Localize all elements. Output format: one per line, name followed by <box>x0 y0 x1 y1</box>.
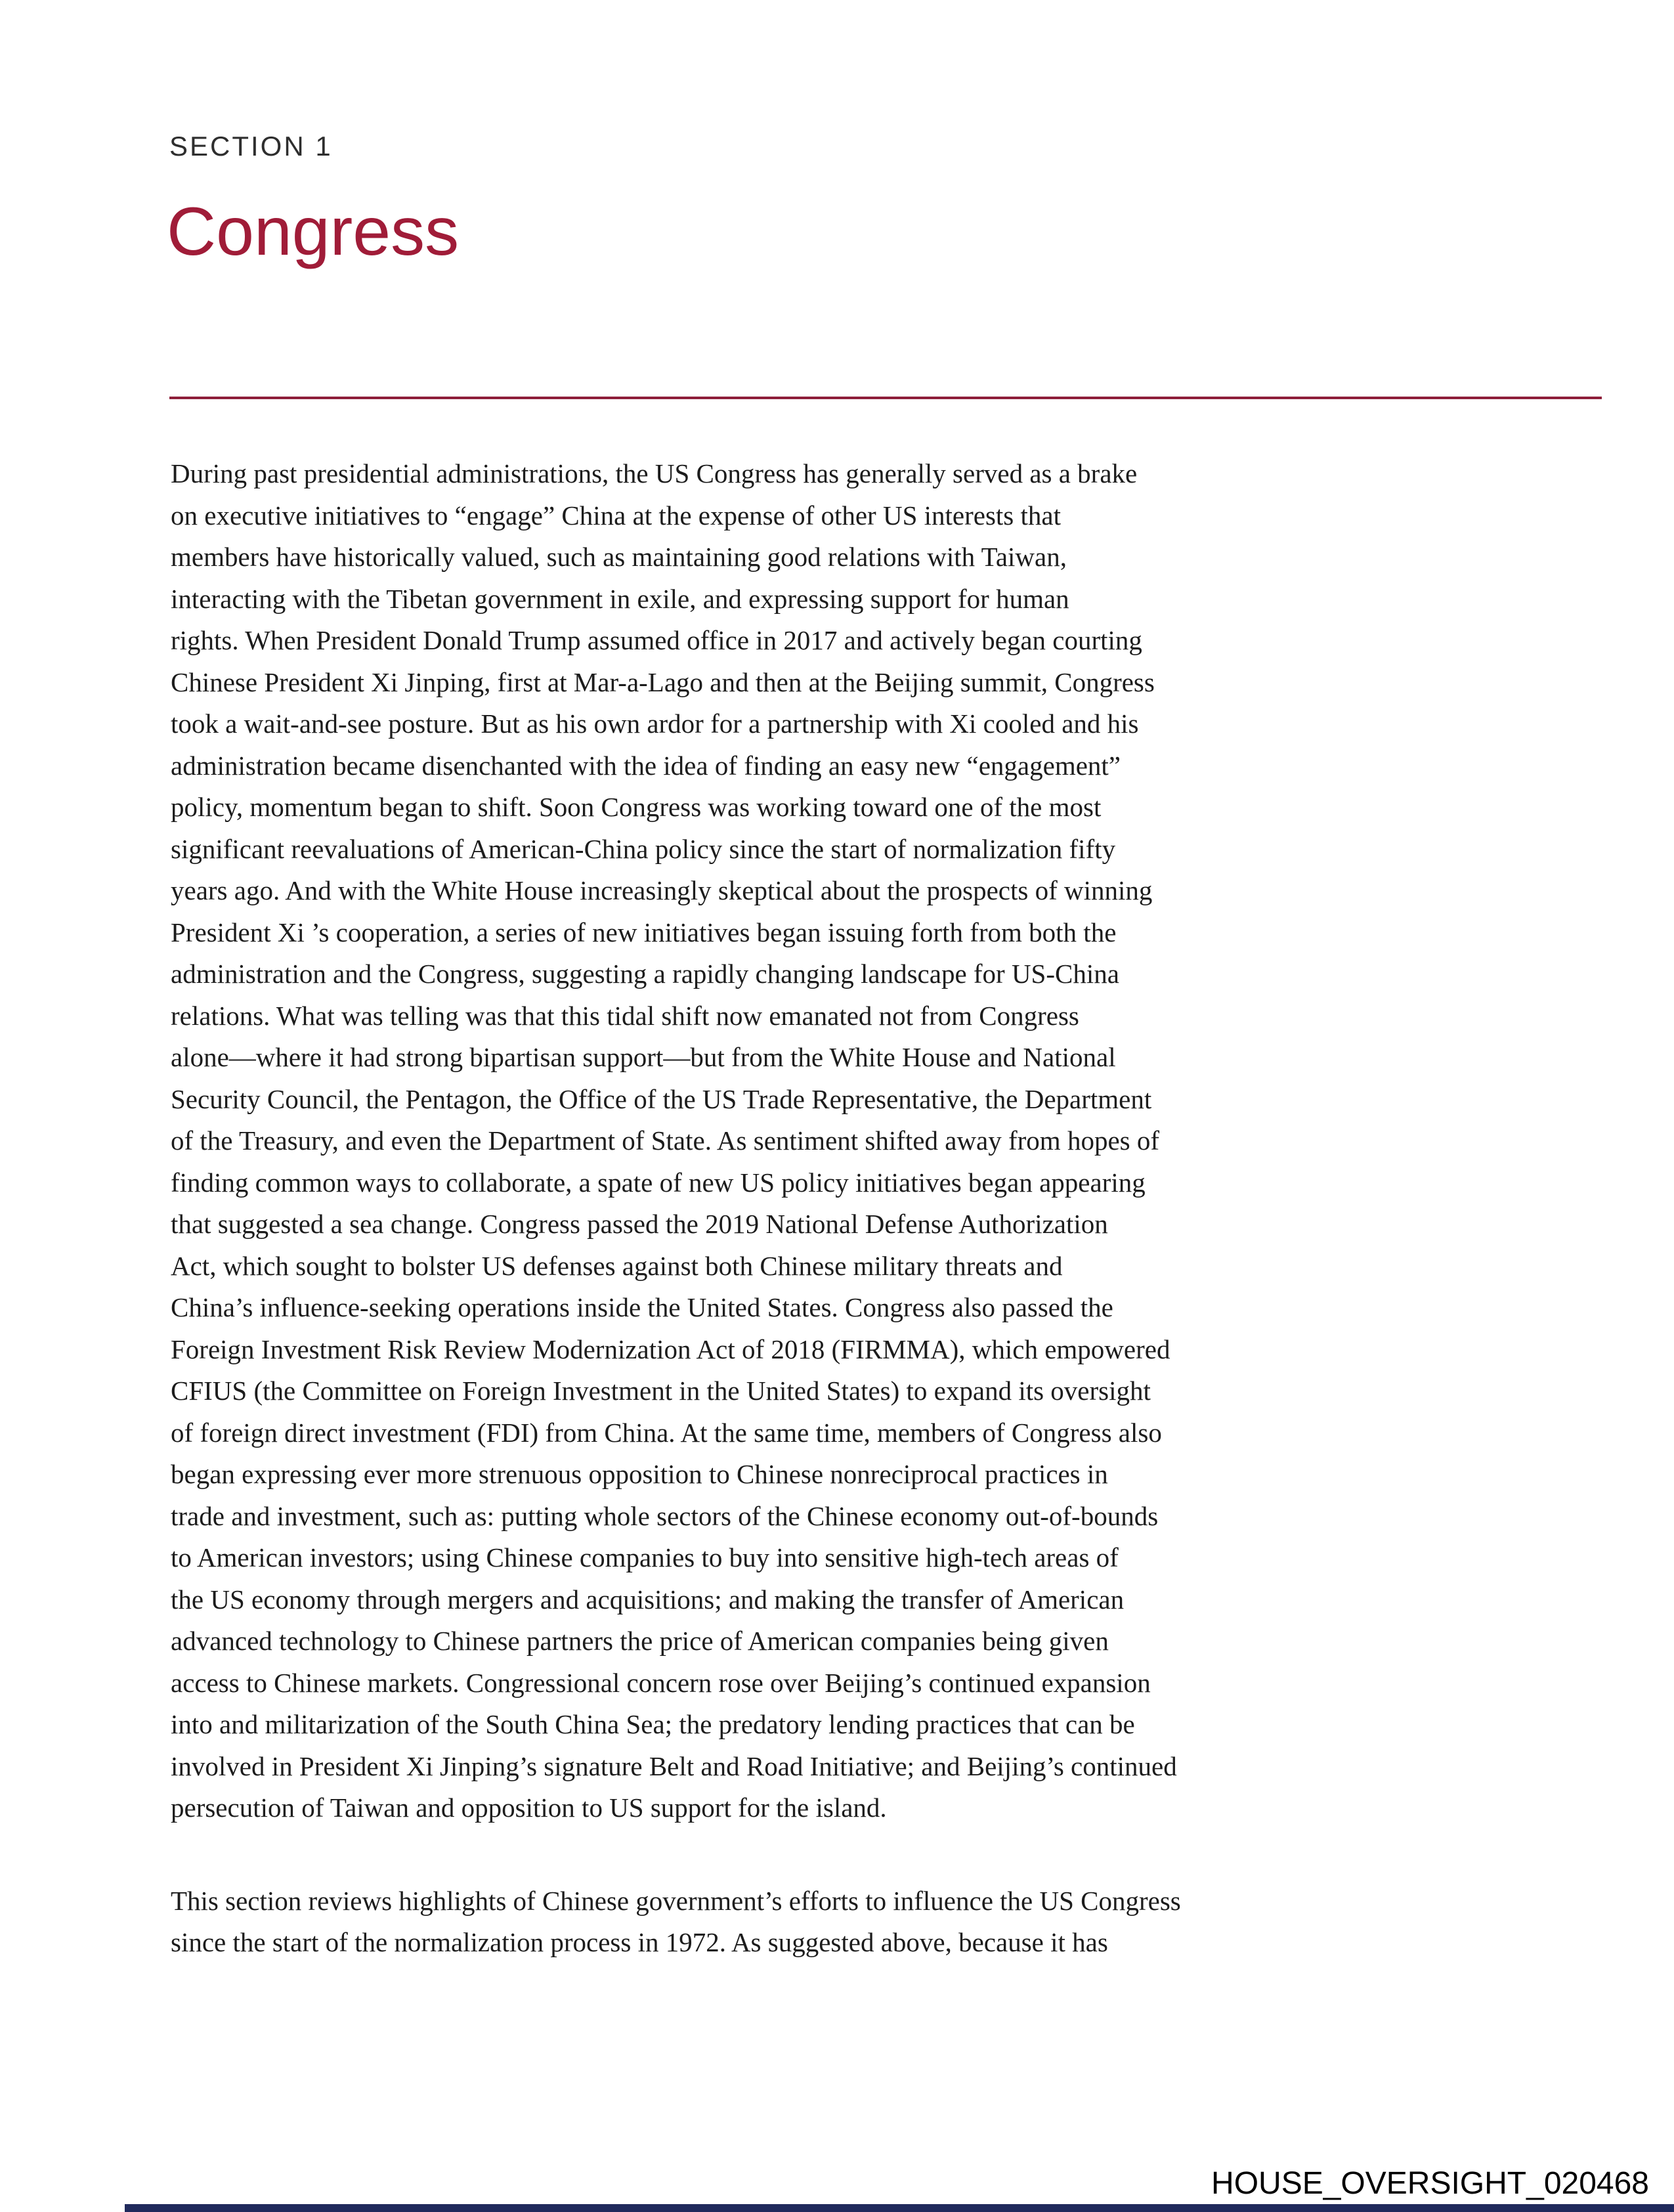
text-line: Foreign Investment Risk Review Modernization Act of 2018 (FIRMMA), which empowered <box>171 1334 1170 1364</box>
body-text <box>171 453 1352 1964</box>
text-line: involved in President Xi Jinping’s signature Belt and Road Initiative; and Beijing’s continued <box>171 1750 1177 1781</box>
text-line: members have historically valued, such as maintaining good relations with Taiwan, <box>171 542 1067 572</box>
text-line: policy, momentum began to shift. Soon Congress was working toward one of the most <box>171 792 1102 822</box>
text-line: the US economy through mergers and acquisitions; and making the transfer of American <box>171 1584 1125 1615</box>
text-line: alone—where it had strong bipartisan support—but from the White House and National <box>171 1042 1116 1072</box>
text-line: President Xi ’s cooperation, a series of new initiatives began issuing forth from both the <box>171 917 1117 947</box>
text-line: years ago. And with the White House increasingly skeptical about the prospects of winning <box>171 875 1153 905</box>
text-line: administration became disenchanted with the idea of finding an easy new “engagement” <box>171 750 1121 781</box>
text-line: Chinese President Xi Jinping, first at Mar-a-Lago and then at the Beijing summit, Congress <box>171 666 1155 697</box>
text-line: CFIUS (the Committee on Foreign Investment in the United States) to expand its oversight <box>171 1376 1151 1406</box>
text-line: access to Chinese markets. Congressional concern rose over Beijing’s continued expansion <box>171 1667 1151 1698</box>
text-line: of the Treasury, and even the Department of State. As sentiment shifted away from hopes of <box>171 1125 1160 1156</box>
footer-bar <box>125 2204 1674 2212</box>
page-title: Congress <box>167 194 460 270</box>
text-line: took a wait-and-see posture. But as his own ardor for a partnership with Xi cooled and his <box>171 708 1139 739</box>
text-line: relations. What was telling was that this tidal shift now emanated not from Congress <box>171 1000 1079 1031</box>
text-line: to American investors; using Chinese companies to buy into sensitive high-tech areas of <box>171 1542 1119 1572</box>
text-line: into and militarization of the South China Sea; the predatory lending practices that can be <box>171 1709 1135 1739</box>
divider-rule <box>169 397 1602 399</box>
text-line: During past presidential administrations, the US Congress has generally served as a brake <box>171 458 1138 488</box>
text-line: significant reevaluations of American-China policy since the start of normalization fifty <box>171 833 1116 864</box>
text-line: China’s influence-seeking operations inside the United States. Congress also passed the <box>171 1292 1113 1322</box>
text-line: since the start of the normalization process in 1972. As suggested above, because it has <box>171 1927 1108 1957</box>
body-paragraph-1 <box>171 453 1352 1829</box>
text-line: This section reviews highlights of Chinese government’s efforts to influence the US Congress <box>171 1885 1181 1916</box>
text-line: persecution of Taiwan and opposition to US support for the island. <box>171 1792 887 1823</box>
text-line: began expressing ever more strenuous opposition to Chinese nonreciprocal practices in <box>171 1459 1108 1489</box>
text-line: finding common ways to collaborate, a spate of new US policy initiatives began appearing <box>171 1167 1146 1198</box>
text-line: Act, which sought to bolster US defenses against both Chinese military threats and <box>171 1250 1063 1281</box>
text-line: of foreign direct investment (FDI) from China. At the same time, members of Congress also <box>171 1417 1162 1448</box>
text-line: advanced technology to Chinese partners the price of American companies being given <box>171 1626 1109 1656</box>
text-line: rights. When President Donald Trump assumed office in 2017 and actively began courting <box>171 625 1142 655</box>
text-line: trade and investment, such as: putting whole sectors of the Chinese economy out-of-bounds <box>171 1500 1159 1531</box>
text-line: on executive initiatives to “engage” China at the expense of other US interests that <box>171 500 1061 531</box>
bates-stamp: HOUSE_OVERSIGHT_020468 <box>1211 2166 1649 2201</box>
text-line: that suggested a sea change. Congress passed the 2019 National Defense Authorization <box>171 1209 1108 1239</box>
text-line: Security Council, the Pentagon, the Office of the US Trade Representative, the Department <box>171 1083 1152 1114</box>
body-paragraph-2 <box>171 1880 1352 1964</box>
text-line: administration and the Congress, suggesting a rapidly changing landscape for US-China <box>171 959 1119 989</box>
text-line: interacting with the Tibetan government in exile, and expressing support for human <box>171 583 1069 614</box>
section-label: SECTION 1 <box>169 131 333 162</box>
